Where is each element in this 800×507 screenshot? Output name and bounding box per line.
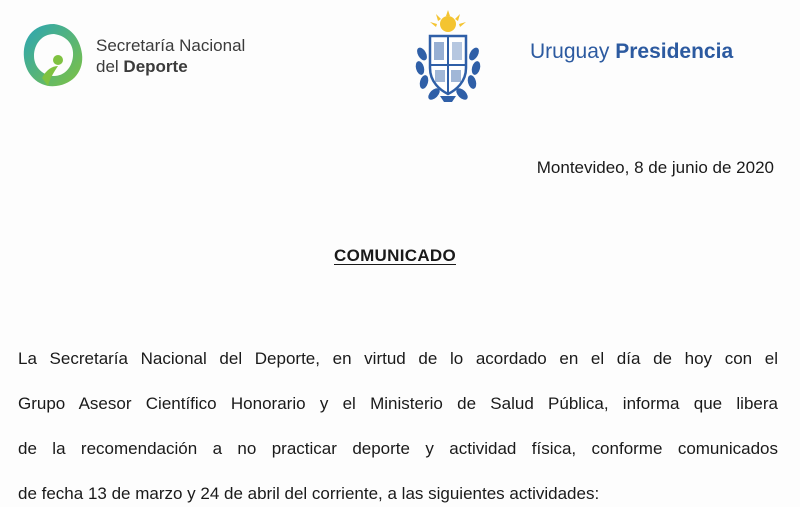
uruguay-coat-of-arms-icon xyxy=(408,10,488,106)
document-title-row xyxy=(0,246,800,266)
body-line: de la recomendación a no practicar deporte y actividad física, conforme comunicados xyxy=(18,439,778,458)
document-title: COMUNICADO xyxy=(334,246,456,265)
snd-logo-icon xyxy=(18,20,88,92)
logo-uruguay-text: Uruguay xyxy=(530,40,616,63)
secretaria-nacional-del-deporte-logo xyxy=(18,20,245,92)
body-line: Grupo Asesor Científico Honorario y el Ministerio de Salud Pública, informa que libera xyxy=(18,394,778,413)
body-line: La Secretaría Nacional del Deporte, en virtud de lo acordado en el día de hoy con el xyxy=(18,349,778,368)
logo-line-2: del Deporte xyxy=(96,57,188,76)
body-line: de fecha 13 de marzo y 24 de abril del corriente, a las siguientes actividades: xyxy=(18,484,600,503)
document-date: Montevideo, 8 de junio de 2020 xyxy=(536,158,774,177)
logo-line-1: Secretaría Nacional xyxy=(96,36,246,55)
document-body xyxy=(18,336,778,507)
logo-presidencia-text: Presidencia xyxy=(615,40,734,63)
uruguay-presidencia-logo xyxy=(530,40,733,64)
